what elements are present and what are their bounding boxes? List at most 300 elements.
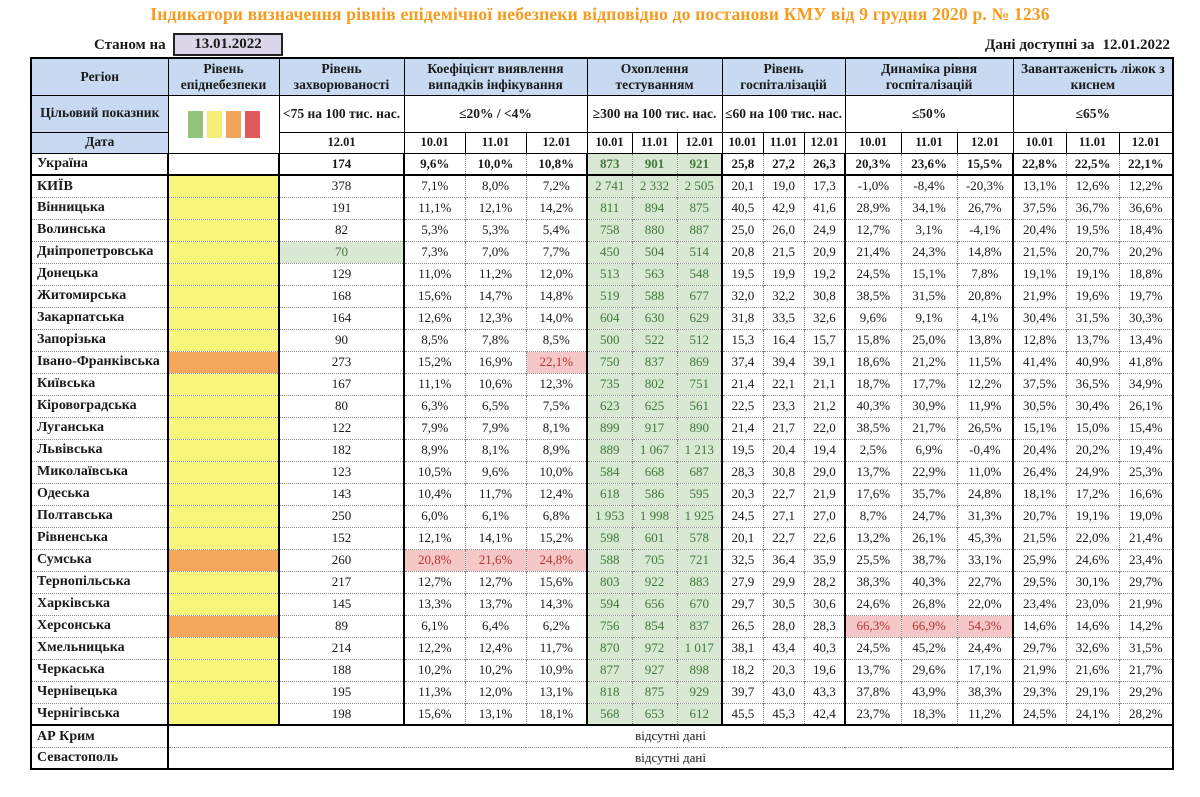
cell: 7,9% <box>404 417 465 439</box>
cell: 11,1% <box>404 373 465 395</box>
cell: 31,3% <box>957 505 1013 527</box>
cell: 38,7% <box>901 549 957 571</box>
cell: 32,6 <box>804 307 845 329</box>
cell: 2 505 <box>677 175 722 197</box>
cell <box>168 263 279 285</box>
table-row <box>31 703 1173 725</box>
cell: 26,8% <box>901 593 957 615</box>
cell: 260 <box>279 549 404 571</box>
cell: 30,5 <box>763 593 804 615</box>
cell: 14,2% <box>1119 615 1173 637</box>
cell: 6,5% <box>465 395 526 417</box>
cell: 17,7% <box>901 373 957 395</box>
cell: 15,4% <box>1119 417 1173 439</box>
cell: 24,8% <box>526 549 587 571</box>
cell: 875 <box>632 681 677 703</box>
cell: 5,3% <box>465 219 526 241</box>
column-header-testing: Охоплення тестуванням <box>587 58 722 95</box>
cell: 11,0% <box>957 461 1013 483</box>
cell: 23,6% <box>901 153 957 175</box>
cell: 10,2% <box>404 659 465 681</box>
table-row <box>31 527 1173 549</box>
cell: 1 213 <box>677 439 722 461</box>
target-detection: ≤20% / <4% <box>404 95 587 132</box>
cell <box>168 527 279 549</box>
cell <box>168 505 279 527</box>
region-name: Івано-Франківська <box>31 351 168 373</box>
cell: 37,5% <box>1013 197 1066 219</box>
cell: 34,9% <box>1119 373 1173 395</box>
risk-legend-swatch <box>207 111 222 138</box>
cell <box>168 571 279 593</box>
date-cell: 10.01 <box>722 132 763 153</box>
cell: 54,3% <box>957 615 1013 637</box>
cell: 604 <box>587 307 632 329</box>
cell: -8,4% <box>901 175 957 197</box>
cell: 19,4% <box>1119 439 1173 461</box>
cell: 11,3% <box>404 681 465 703</box>
cell: 721 <box>677 549 722 571</box>
cell: 13,1% <box>526 681 587 703</box>
cell: 578 <box>677 527 722 549</box>
cell: 164 <box>279 307 404 329</box>
header-row-labels <box>31 58 1173 95</box>
cell: 167 <box>279 373 404 395</box>
cell: 802 <box>632 373 677 395</box>
cell: 15,6% <box>404 285 465 307</box>
region-name: Хмельницька <box>31 637 168 659</box>
cell: 89 <box>279 615 404 637</box>
cell: 20,2% <box>1119 241 1173 263</box>
table-row <box>31 153 1173 175</box>
cell: -0,4% <box>957 439 1013 461</box>
cell: 595 <box>677 483 722 505</box>
cell: 22,6 <box>804 527 845 549</box>
cell: 20,7% <box>1013 505 1066 527</box>
cell: 504 <box>632 241 677 263</box>
cell: 6,3% <box>404 395 465 417</box>
cell: 66,3% <box>845 615 901 637</box>
cell: 11,2% <box>465 263 526 285</box>
cell: 21,9% <box>1013 285 1066 307</box>
cell: 972 <box>632 637 677 659</box>
cell: 26,4% <box>1013 461 1066 483</box>
cell: 818 <box>587 681 632 703</box>
cell: 25,5% <box>845 549 901 571</box>
region-name: Луганська <box>31 417 168 439</box>
target-row-label: Цільовий показник <box>31 95 168 132</box>
cell: 143 <box>279 483 404 505</box>
column-header-region: Регіон <box>31 58 168 95</box>
cell: 11,0% <box>404 263 465 285</box>
region-name: Волинська <box>31 219 168 241</box>
cell: 12,2% <box>957 373 1013 395</box>
cell: 883 <box>677 571 722 593</box>
cell: 20,8% <box>404 549 465 571</box>
table-row <box>31 439 1173 461</box>
cell: 1 953 <box>587 505 632 527</box>
cell: 90 <box>279 329 404 351</box>
cell <box>168 197 279 219</box>
cell: 670 <box>677 593 722 615</box>
cell: 30,9% <box>901 395 957 417</box>
cell: 7,0% <box>465 241 526 263</box>
table-row <box>31 351 1173 373</box>
date-cell: 10.01 <box>1013 132 1066 153</box>
cell: 19,5% <box>1066 219 1119 241</box>
cell: 20,3 <box>722 483 763 505</box>
cell: 15,0% <box>1066 417 1119 439</box>
cell: 7,9% <box>465 417 526 439</box>
target-hosp-dynamics: ≤50% <box>845 95 1013 132</box>
region-name: Одеська <box>31 483 168 505</box>
date-cell: 11.01 <box>1066 132 1119 153</box>
cell: 14,6% <box>1066 615 1119 637</box>
cell: 20,8 <box>722 241 763 263</box>
cell: 40,3% <box>845 395 901 417</box>
cell: 10,9% <box>526 659 587 681</box>
cell: 5,3% <box>404 219 465 241</box>
cell: 19,2 <box>804 263 845 285</box>
cell: 20,3 <box>763 659 804 681</box>
table-row <box>31 505 1173 527</box>
cell: 21,9% <box>1013 659 1066 681</box>
cell: 21,7% <box>901 417 957 439</box>
cell: 11,9% <box>957 395 1013 417</box>
cell: 23,4% <box>1119 549 1173 571</box>
cell: 1 998 <box>632 505 677 527</box>
cell: 8,5% <box>526 329 587 351</box>
cell: 174 <box>279 153 404 175</box>
region-name: Севастополь <box>31 747 168 769</box>
cell: 28,2 <box>804 571 845 593</box>
cell: 8,9% <box>526 439 587 461</box>
cell: 13,8% <box>957 329 1013 351</box>
cell: 26,5% <box>957 417 1013 439</box>
cell: 12,0% <box>526 263 587 285</box>
risk-legend-swatch <box>245 111 260 138</box>
cell: 29,3% <box>1013 681 1066 703</box>
cell: 23,7% <box>845 703 901 725</box>
cell: 584 <box>587 461 632 483</box>
table-row <box>31 549 1173 571</box>
region-name: Вінницька <box>31 197 168 219</box>
cell: 12,3% <box>465 307 526 329</box>
cell: 30,4% <box>1066 395 1119 417</box>
cell: 13,7% <box>845 461 901 483</box>
cell: 7,8% <box>957 263 1013 285</box>
risk-legend <box>168 95 279 153</box>
cell: 29,9 <box>763 571 804 593</box>
cell <box>168 615 279 637</box>
cell: 45,5 <box>722 703 763 725</box>
cell: 922 <box>632 571 677 593</box>
cell: 27,2 <box>763 153 804 175</box>
cell: 598 <box>587 527 632 549</box>
cell: 10,5% <box>404 461 465 483</box>
cell <box>168 219 279 241</box>
cell: 6,1% <box>465 505 526 527</box>
region-name: Херсонська <box>31 615 168 637</box>
cell: 45,2% <box>901 637 957 659</box>
cell: 629 <box>677 307 722 329</box>
table-row <box>31 219 1173 241</box>
cell: 273 <box>279 351 404 373</box>
cell: 12,6% <box>1066 175 1119 197</box>
cell: 7,7% <box>526 241 587 263</box>
cell: 21,1 <box>804 373 845 395</box>
cell: 875 <box>677 197 722 219</box>
cell: 24,9 <box>804 219 845 241</box>
cell <box>168 153 279 175</box>
cell <box>168 307 279 329</box>
column-header-risk: Рівень епіднебезпеки <box>168 58 279 95</box>
cell: 561 <box>677 395 722 417</box>
cell: 36,6% <box>1119 197 1173 219</box>
cell: 28,2% <box>1119 703 1173 725</box>
cell: 14,6% <box>1013 615 1066 637</box>
cell: 19,7% <box>1119 285 1173 307</box>
cell: 6,8% <box>526 505 587 527</box>
cell: 17,2% <box>1066 483 1119 505</box>
cell: 837 <box>677 615 722 637</box>
cell: 17,3 <box>804 175 845 197</box>
cell <box>168 549 279 571</box>
cell: 29,7% <box>1119 571 1173 593</box>
cell: 15,1% <box>1013 417 1066 439</box>
cell <box>168 351 279 373</box>
cell: 24,9% <box>1066 461 1119 483</box>
target-hospitalization: ≤60 на 100 тис. нас. <box>722 95 845 132</box>
cell: -4,1% <box>957 219 1013 241</box>
cell: 756 <box>587 615 632 637</box>
table-row <box>31 571 1173 593</box>
cell: 20,1 <box>722 175 763 197</box>
date-cell: 11.01 <box>465 132 526 153</box>
cell: 22,7% <box>957 571 1013 593</box>
cell <box>168 285 279 307</box>
date-cell: 10.01 <box>845 132 901 153</box>
page-title: Індикатори визначення рівнів епідемічної небезпеки відповідно до постанови КМУ від 9 грудня 2020 р. № 1236 <box>150 4 1050 24</box>
cell: 735 <box>587 373 632 395</box>
cell: 11,7% <box>526 637 587 659</box>
cell: 8,1% <box>526 417 587 439</box>
cell: 901 <box>632 153 677 175</box>
cell: 2 332 <box>632 175 677 197</box>
cell: 17,6% <box>845 483 901 505</box>
cell: 22,5 <box>722 395 763 417</box>
data-available-label: Дані доступні за <box>984 37 1095 53</box>
cell: 8,5% <box>404 329 465 351</box>
cell: 24,5% <box>1013 703 1066 725</box>
cell: 21,4% <box>1119 527 1173 549</box>
cell: 9,6% <box>845 307 901 329</box>
cell: 653 <box>632 703 677 725</box>
cell: 214 <box>279 637 404 659</box>
cell: 20,7% <box>1066 241 1119 263</box>
cell: 22,7 <box>763 527 804 549</box>
cell: 24,5% <box>845 637 901 659</box>
cell: 513 <box>587 263 632 285</box>
cell <box>168 703 279 725</box>
cell: 39,4 <box>763 351 804 373</box>
cell: 13,3% <box>404 593 465 615</box>
cell: 7,8% <box>465 329 526 351</box>
cell: 13,1% <box>465 703 526 725</box>
region-name: Київська <box>31 373 168 395</box>
cell: 12,6% <box>404 307 465 329</box>
cell: 191 <box>279 197 404 219</box>
cell: 14,2% <box>526 197 587 219</box>
cell: 12,8% <box>1013 329 1066 351</box>
region-name: Черкаська <box>31 659 168 681</box>
date-cell: 12.01 <box>526 132 587 153</box>
cell: 35,7% <box>901 483 957 505</box>
table-row <box>31 197 1173 219</box>
cell: 14,8% <box>957 241 1013 263</box>
cell: 3,1% <box>901 219 957 241</box>
as-of-label: Станом на <box>94 37 166 53</box>
cell: 15,1% <box>901 263 957 285</box>
cell: 24,8% <box>957 483 1013 505</box>
cell: 70 <box>279 241 404 263</box>
cell: 217 <box>279 571 404 593</box>
cell: 1 925 <box>677 505 722 527</box>
cell: 899 <box>587 417 632 439</box>
date-cell: 12.01 <box>804 132 845 153</box>
cell: 32,5 <box>722 549 763 571</box>
cell: 7,2% <box>526 175 587 197</box>
cell: 625 <box>632 395 677 417</box>
table-row <box>31 329 1173 351</box>
cell: 837 <box>632 351 677 373</box>
cell: 26,0 <box>763 219 804 241</box>
cell: 23,4% <box>1013 593 1066 615</box>
cell: 7,1% <box>404 175 465 197</box>
cell: 10,4% <box>404 483 465 505</box>
date-cell: 11.01 <box>632 132 677 153</box>
cell: 250 <box>279 505 404 527</box>
cell: 13,2% <box>845 527 901 549</box>
cell: 41,8% <box>1119 351 1173 373</box>
cell: 29,0 <box>804 461 845 483</box>
cell: 15,7 <box>804 329 845 351</box>
cell: 378 <box>279 175 404 197</box>
cell: 12,4% <box>465 637 526 659</box>
cell: 854 <box>632 615 677 637</box>
cell: 803 <box>587 571 632 593</box>
cell: 10,2% <box>465 659 526 681</box>
cell: 618 <box>587 483 632 505</box>
cell: 15,8% <box>845 329 901 351</box>
cell: 16,6% <box>1119 483 1173 505</box>
cell: 21,7 <box>763 417 804 439</box>
no-data-cell: відсутні дані <box>168 725 1173 747</box>
cell: 588 <box>632 285 677 307</box>
cell: 31,5% <box>901 285 957 307</box>
region-name: Миколаївська <box>31 461 168 483</box>
cell: 929 <box>677 681 722 703</box>
cell: 28,9% <box>845 197 901 219</box>
cell <box>168 175 279 197</box>
cell: 182 <box>279 439 404 461</box>
cell: 13,7% <box>465 593 526 615</box>
cell: 880 <box>632 219 677 241</box>
cell <box>168 483 279 505</box>
date-cell: 10.01 <box>404 132 465 153</box>
table-row <box>31 241 1173 263</box>
cell: 758 <box>587 219 632 241</box>
cell: 6,0% <box>404 505 465 527</box>
cell: 14,7% <box>465 285 526 307</box>
cell: 39,1 <box>804 351 845 373</box>
region-name: Запорізька <box>31 329 168 351</box>
cell: 12,2% <box>404 637 465 659</box>
table-row <box>31 461 1173 483</box>
cell: 24,6% <box>845 593 901 615</box>
cell: 10,6% <box>465 373 526 395</box>
cell: 19,5 <box>722 263 763 285</box>
cell: 14,3% <box>526 593 587 615</box>
cell: 568 <box>587 703 632 725</box>
cell: 22,9% <box>901 461 957 483</box>
cell: 188 <box>279 659 404 681</box>
cell: 20,4% <box>1013 219 1066 241</box>
cell: 877 <box>587 659 632 681</box>
cell <box>168 439 279 461</box>
cell: 19,9 <box>763 263 804 285</box>
region-name: КИЇВ <box>31 175 168 197</box>
cell: 519 <box>587 285 632 307</box>
cell: 80 <box>279 395 404 417</box>
cell: 15,5% <box>957 153 1013 175</box>
cell: 21,2 <box>804 395 845 417</box>
cell: 22,0% <box>1066 527 1119 549</box>
table-row <box>31 307 1173 329</box>
cell: 18,7% <box>845 373 901 395</box>
cell: 29,5% <box>1013 571 1066 593</box>
table-row <box>31 659 1173 681</box>
cell: 11,7% <box>465 483 526 505</box>
date-cell: 12.01 <box>677 132 722 153</box>
cell: 9,1% <box>901 307 957 329</box>
column-header-incidence: Рівень захворюваності <box>279 58 404 95</box>
cell: 12,2% <box>1119 175 1173 197</box>
cell: 26,7% <box>957 197 1013 219</box>
region-name: Харківська <box>31 593 168 615</box>
cell: 889 <box>587 439 632 461</box>
cell: 1 067 <box>632 439 677 461</box>
table-row <box>31 615 1173 637</box>
cell: 30,3% <box>1119 307 1173 329</box>
cell <box>168 395 279 417</box>
cell: 15,2% <box>526 527 587 549</box>
cell: 34,1% <box>901 197 957 219</box>
cell: 20,4 <box>763 439 804 461</box>
cell: 23,3 <box>763 395 804 417</box>
cell: 7,3% <box>404 241 465 263</box>
table-row <box>31 483 1173 505</box>
region-name: Сумська <box>31 549 168 571</box>
cell: 14,0% <box>526 307 587 329</box>
cell <box>168 241 279 263</box>
cell: 24,1% <box>1066 703 1119 725</box>
cell: 26,3 <box>804 153 845 175</box>
cell: 15,2% <box>404 351 465 373</box>
region-name: Чернівецька <box>31 681 168 703</box>
cell: 2 741 <box>587 175 632 197</box>
cell: 8,7% <box>845 505 901 527</box>
